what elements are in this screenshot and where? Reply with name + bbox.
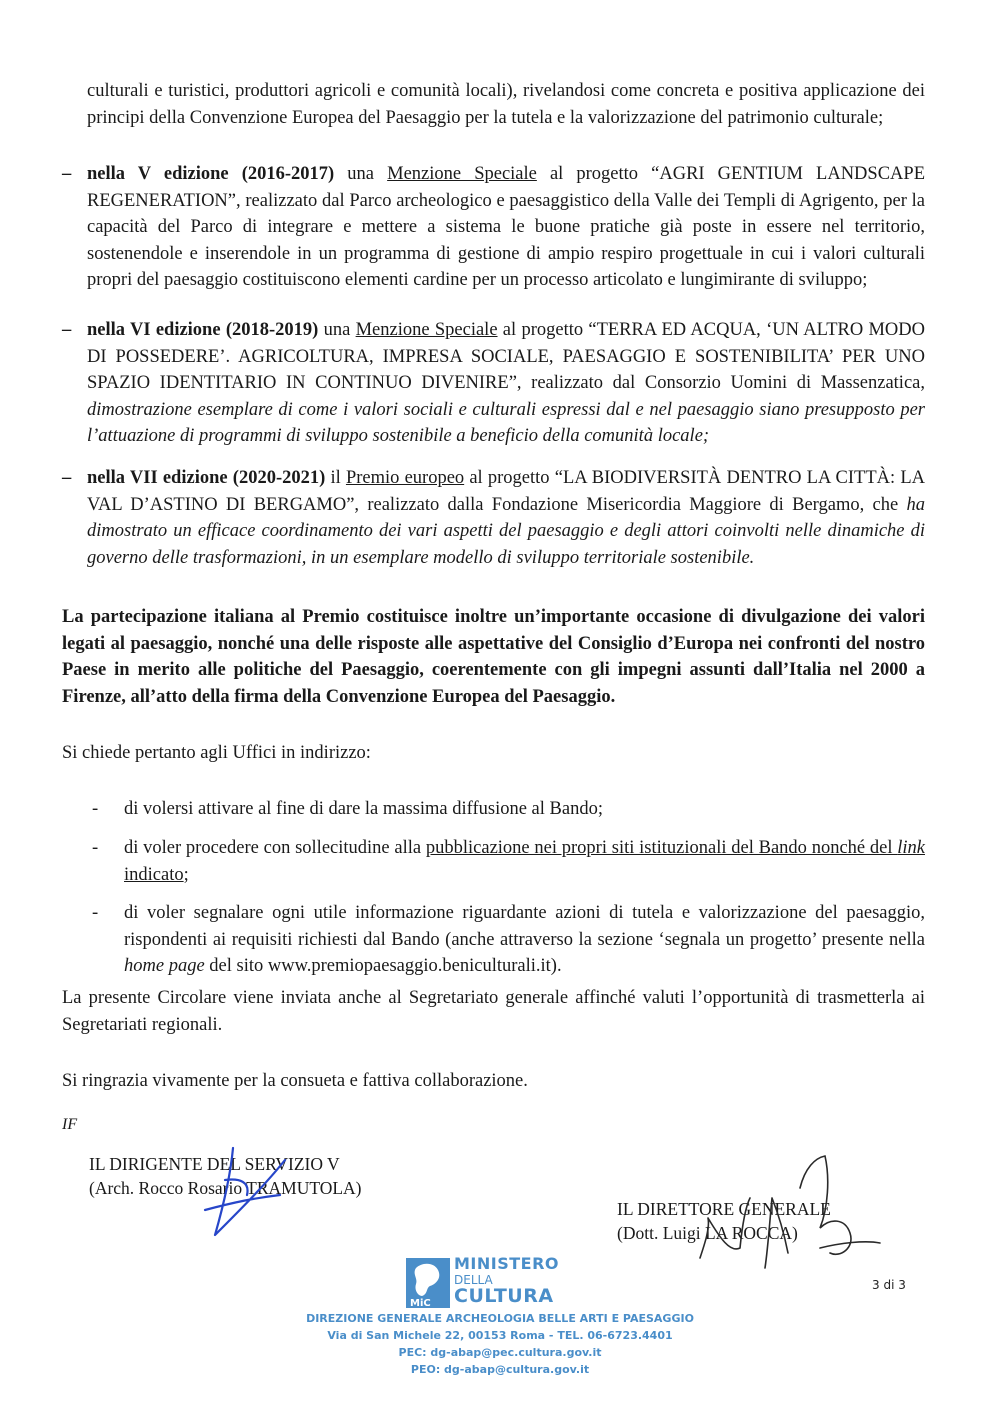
footer-address: Via di San Michele 22, 00153 Roma - TEL. 06-6723.4401	[327, 1329, 673, 1342]
thanks-paragraph: Si ringrazia vivamente per la consueta e fattiva collaborazione.	[62, 1071, 528, 1091]
footer-pec: PEC: dg-abap@pec.cultura.gov.it	[398, 1346, 602, 1359]
footer-peo: PEO: dg-abap@cultura.gov.it	[410, 1363, 590, 1376]
bullet-item-segnalazione: - di voler segnalare ogni utile informazione riguardante azioni di tutela e valorizzazione del paesaggio, rispondenti ai requisiti richiesti dal Bando (anche attraverso la sezione ‘segnala un progetto’ presente nella home page del sito www.premiopaesaggio.beniculturali.it).	[92, 903, 925, 976]
letterhead-footer	[250, 1310, 750, 1378]
signatory-name-right: (Dott. Luigi LA ROCCA)	[617, 1223, 798, 1243]
signatory-name-left: (Arch. Rocco Rosario TRAMUTOLA)	[89, 1178, 362, 1198]
handwritten-signature-right	[680, 1148, 890, 1288]
intro-continuation: culturali e turistici, produttori agricoli e comunità locali), rivelandosi come concreta e positiva applicazione dei principi della Convenzione Europea del Paesaggio per la tutela e la valorizzazione del patrimonio culturale;	[87, 81, 925, 128]
page-number: 3 di 3	[872, 1278, 906, 1292]
request-intro: Si chiede pertanto agli Uffici in indirizzo:	[62, 743, 371, 763]
signatory-title-left: IL DIRIGENTE DEL SERVIZIO V	[89, 1154, 340, 1174]
list-item-v-edizione: – nella V edizione (2016-2017) una Menzione Speciale al progetto “AGRI GENTIUM LANDSCAPE REGENERATION”, realizzato dal Parco archeologico e paesaggistico della Valle dei Templi di Agrigento, per la capacità del Parco di integrare e mettere a sistema le buone pratiche già poste in essere nel territorio, sostenendole e inserendole in un programma di gestione di ampio respiro progettuale in cui i valori culturali propri del paesaggio costituiscono elementi cardine per un processo articolato e lungimirante di sviluppo;	[62, 164, 925, 290]
footer-department: DIREZIONE GENERALE ARCHEOLOGIA BELLE ARTI E PAESAGGIO	[306, 1312, 694, 1325]
signatory-title-right: IL DIRETTORE GENERALE	[617, 1199, 831, 1219]
bullet-item-pubblicazione: - di voler procedere con sollecitudine alla pubblicazione nei propri siti istituzionali del Bando nonché del link indicato;	[92, 838, 925, 885]
logo-badge: MiC	[410, 1298, 431, 1309]
circolare-paragraph: La presente Circolare viene inviata anche al Segretariato generale affinché valuti l’opportunità di trasmetterla ai Segretariati regionali.	[62, 988, 925, 1035]
ministero-wordmark: MINISTERO DELLA CULTURA	[454, 1254, 560, 1307]
bold-paragraph: La partecipazione italiana al Premio costituisce inoltre un’importante occasione di divulgazione dei valori legati al paesaggio, nonché una delle risposte alle aspettative del Consiglio d’Europa nei confronti del nostro Paese in merito alle politiche del Paesaggio, coerentemente con gli impegni assunti dall’Italia nel 2000 a Firenze, all’atto della firma della Convenzione Europea del Paesaggio.	[62, 607, 925, 707]
list-item-vii-edizione: – nella VII edizione (2020-2021) il Premio europeo al progetto “LA BIODIVERSITÀ DENTRO LA CITTÀ: LA VAL D’ASTINO DI BERGAMO”, realizzato dalla Fondazione Misericordia Maggiore di Bergamo, che ha dimostrato un efficace coordinamento dei vari aspetti del paesaggio e degli attori coinvolti nelle dinamiche di governo delle trasformazioni, in un esemplare modello di sviluppo territoriale sostenibile.	[62, 468, 925, 568]
list-item-vi-edizione: – nella VI edizione (2018-2019) una Menzione Speciale al progetto “TERRA ED ACQUA, ‘UN ALTRO MODO DI POSSEDERE’. AGRICOLTURA, IMPRESA SOCIALE, PAESAGGIO E SOSTENIBILITA’ PER UNO SPAZIO IDENTITARIO IN CONTINUO DIVENIRE”, realizzato dal Consorzio Uomini di Massenzatica, dimostrazione esemplare di come i valori sociali e culturali espressi dal e nel paesaggio siano presupposto per l’attuazione di programmi di sviluppo sostenibile a beneficio della comunità locale;	[62, 320, 926, 446]
bullet-item-diffusione: - di volersi attivare al fine di dare la massima diffusione al Bando;	[92, 799, 603, 819]
initials: IF	[62, 1116, 78, 1133]
handwritten-signature-left	[195, 1140, 295, 1260]
